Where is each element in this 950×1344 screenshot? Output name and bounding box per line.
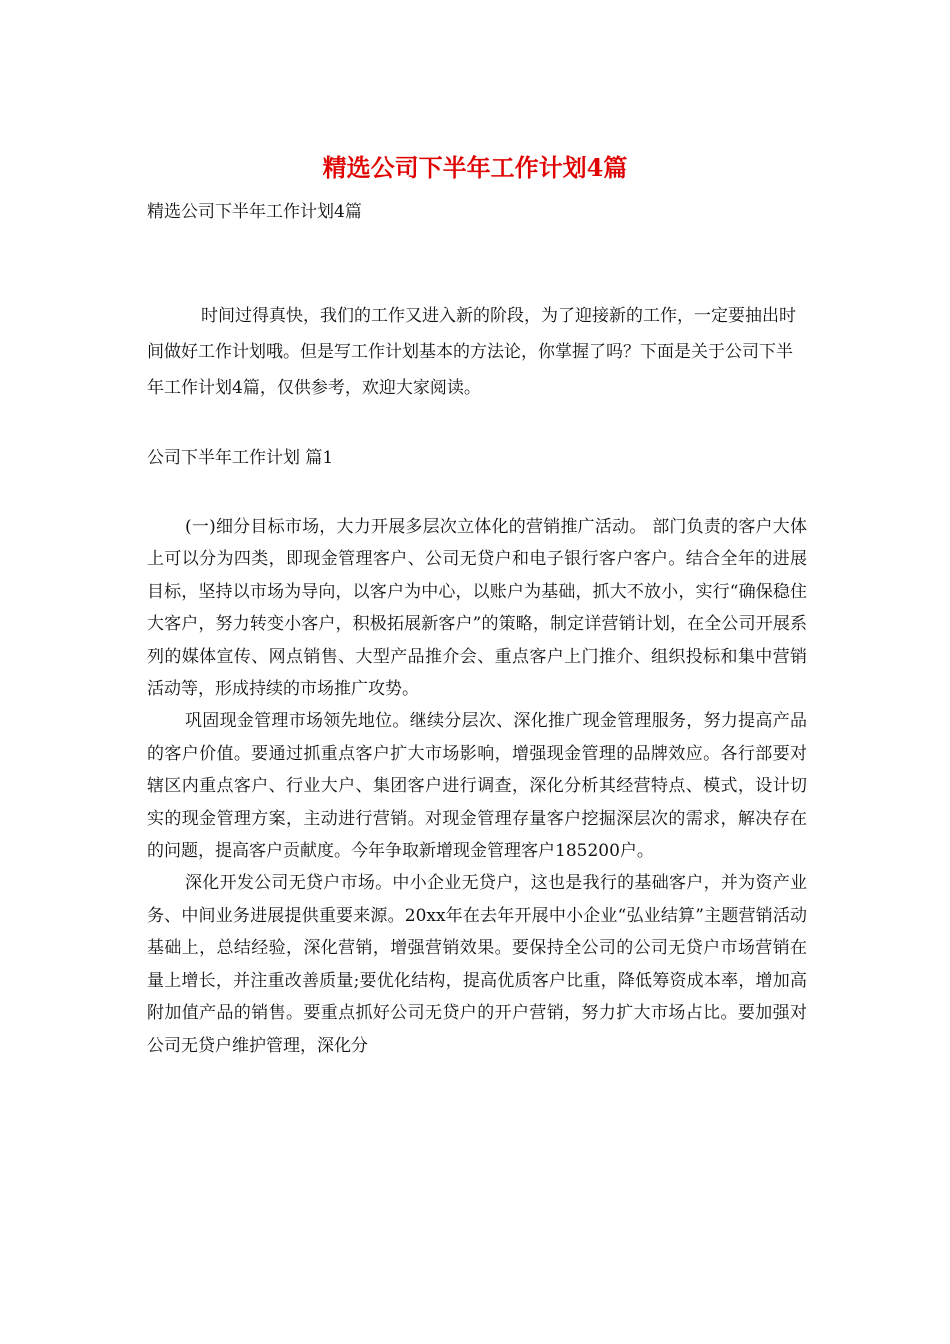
document-subtitle: 精选公司下半年工作计划4篇 <box>147 202 362 222</box>
document-title: 精选公司下半年工作计划4篇 <box>322 153 628 182</box>
body-paragraph: 深化开发公司无贷户市场。中小企业无贷户，这也是我行的基础客户，并为资产业务、中间业务进展提供重要来源。20xx年在去年开展中小企业“弘业结算”主题营销活动基础上，总结经验，深化营销，增强营销效果。要保持全公司的公司无贷户市场营销在量上增长，并注重改善质量;要优化结构，提高优质客户比重，降低筹资成本率，增加高附加值产品的销售。要重点抓好公司无贷户的开户营销，努力扩大市场占比。要加强对公司无贷户维护管理，深化分 <box>147 873 807 1056</box>
body-paragraph: (一)细分目标市场，大力开展多层次立体化的营销推广活动。 部门负责的客户大体上可以分为四类，即现金管理客户、公司无贷户和电子银行客户客户。结合全年的进展目标，坚持以市场为导向，以客户为中心，以账户为基础，抓大不放小，实行“确保稳住大客户，努力转变小客户，积极拓展新客户”的策略，制定详营销计划，在全公司开展系列的媒体宣传、网点销售、大型产品推介会、重点客户上门推介、组织投标和集中营销活动等，形成持续的市场推广攻势。 <box>147 517 807 700</box>
section-body <box>147 511 807 1062</box>
body-paragraph: 巩固现金管理市场领先地位。继续分层次、深化推广现金管理服务，努力提高产品的客户价值。要通过抓重点客户扩大市场影响，增强现金管理的品牌效应。各行部要对辖区内重点客户、行业大户、集团客户进行调查，深化分析其经营特点、模式，设计切实的现金管理方案，主动进行营销。对现金管理存量客户挖掘深层次的需求，解决存在的问题，提高客户贡献度。今年争取新增现金管理客户185200户。 <box>147 711 807 862</box>
section-heading: 公司下半年工作计划 篇1 <box>147 448 334 468</box>
intro-paragraph: 时间过得真快，我们的工作又进入新的阶段，为了迎接新的工作，一定要抽出时间做好工作计划哦。但是写工作计划基本的方法论，你掌握了吗？下面是关于公司下半年工作计划4篇，仅供参考，欢迎大家阅读。 <box>147 306 796 398</box>
